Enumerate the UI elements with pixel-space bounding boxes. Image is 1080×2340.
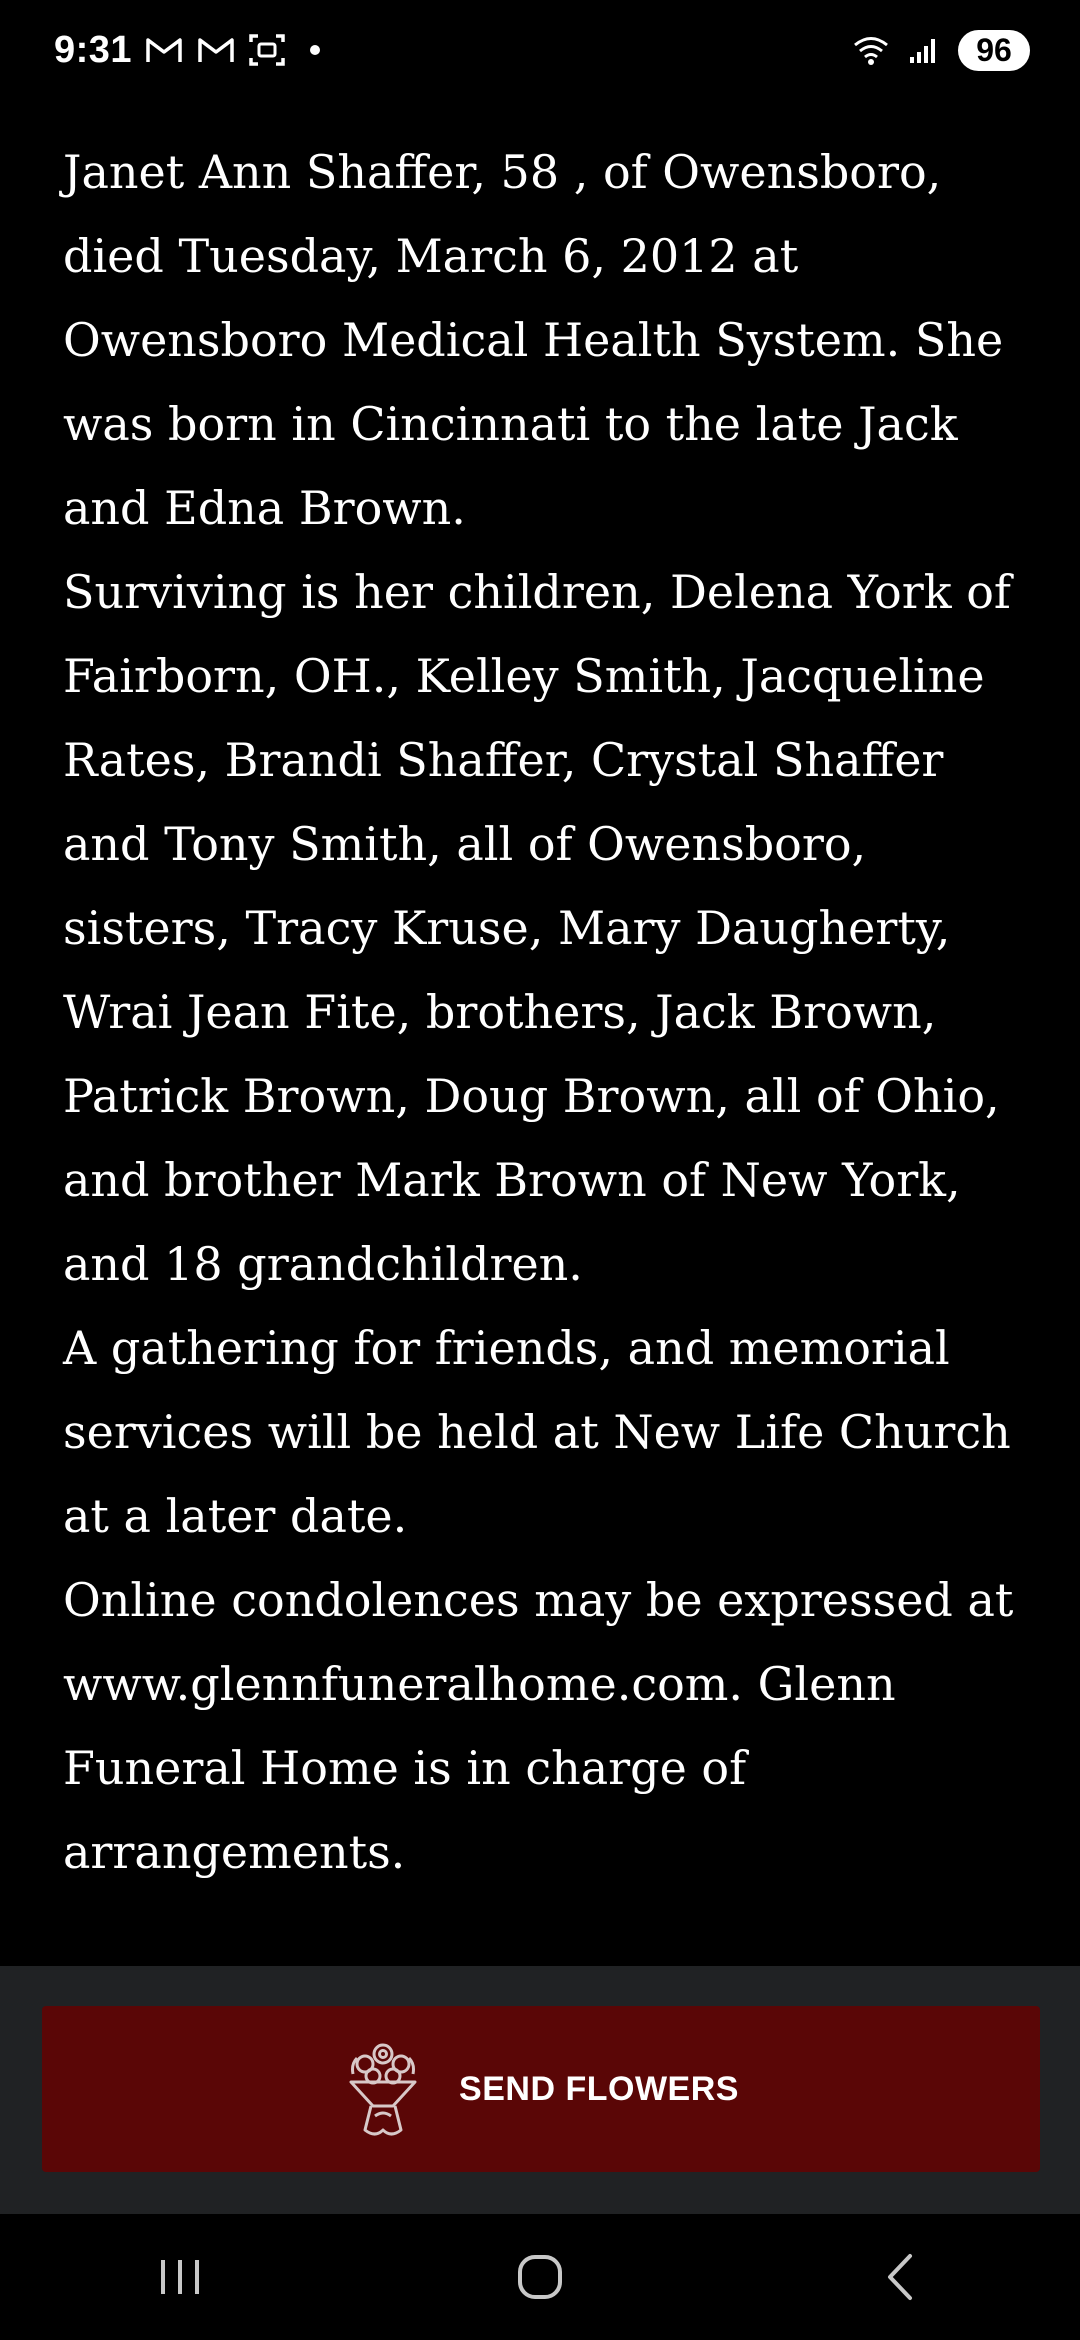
status-left xyxy=(54,29,320,72)
navigation-bar xyxy=(0,2214,1080,2340)
signal-icon xyxy=(908,35,940,65)
article-paragraph: Surviving is her children, Delena York of Fairborn, OH., Kelley Smith, Jacqueline Rates, Brandi Shaffer, Crystal Shaffer and Tony Smith, all of Owensboro, sisters, Tracy Kruse, Mary Daugherty, Wrai Jean Fite, brothers, Jack Brown, Patrick Brown, Doug Brown, all of Ohio, and brother Mark Brown of New York, and 18 grandchildren. xyxy=(63,565,1011,1291)
send-flowers-bar xyxy=(0,1966,1080,2214)
status-bar xyxy=(0,0,1080,100)
back-icon xyxy=(882,2252,918,2302)
gmail-icon xyxy=(196,35,236,65)
wifi-icon xyxy=(852,34,890,66)
notification-dot-icon xyxy=(310,45,320,55)
recent-apps-icon xyxy=(157,2257,203,2297)
obituary-text xyxy=(63,130,1033,1894)
recent-apps-button[interactable] xyxy=(120,2227,240,2327)
send-flowers-label: SEND FLOWERS xyxy=(459,2069,739,2108)
gmail-icon xyxy=(144,35,184,65)
article-paragraph: Online condolences may be expressed at www.glennfuneralhome.com. Glenn Funeral Home is in charge of arrangements. xyxy=(63,1573,1014,1879)
flower-bouquet-icon xyxy=(343,2034,423,2144)
screenshot-icon xyxy=(248,32,286,68)
back-button[interactable] xyxy=(840,2227,960,2327)
article-paragraph: A gathering for friends, and memorial services will be held at New Life Church at a later date. xyxy=(63,1321,1011,1543)
home-icon xyxy=(516,2253,564,2301)
article-paragraph: Janet Ann Shaffer, 58 , of Owensboro, died Tuesday, March 6, 2012 at Owensboro Medical Health System. She was born in Cincinnati to the late Jack and Edna Brown. xyxy=(63,145,1004,535)
home-button[interactable] xyxy=(480,2227,600,2327)
status-right xyxy=(852,30,1030,71)
send-flowers-button[interactable] xyxy=(42,2006,1040,2172)
status-time: 9:31 xyxy=(54,28,133,71)
battery-level: 96 xyxy=(958,30,1030,71)
